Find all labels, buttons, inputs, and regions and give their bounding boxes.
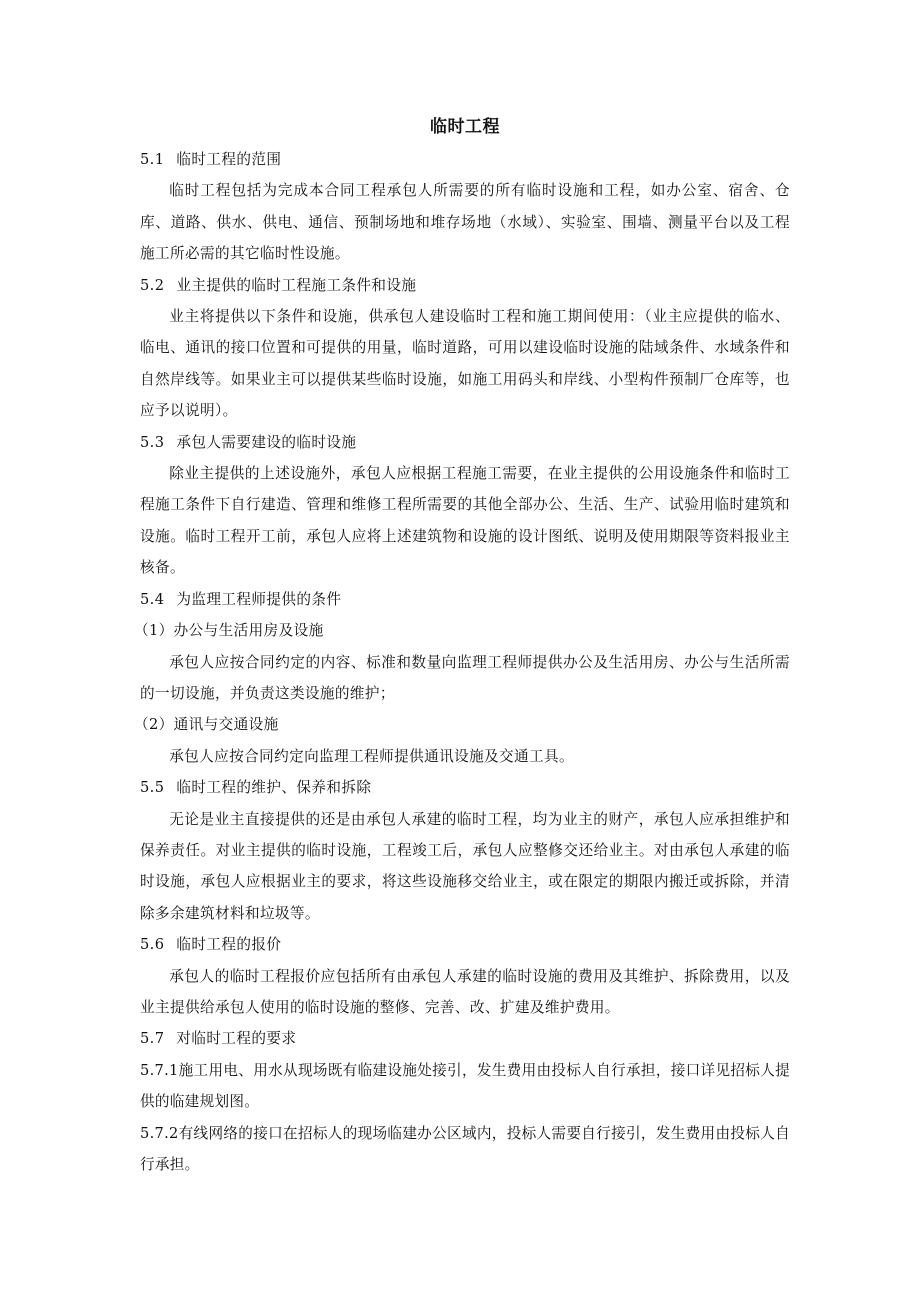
subsection-body-1: 承包人应按合同约定的内容、标准和数量向监理工程师提供办公及生活用房、办公与生活所需的一切设施，并负责这类设施的维护； <box>140 653 790 702</box>
subsection-heading-1: （1）办公与生活用房及设施 <box>134 622 324 640</box>
section-heading-5-5 <box>140 772 790 803</box>
subsection-body-2: 承包人应按合同约定向监理工程师提供通讯设施及交通工具。 <box>169 747 575 765</box>
requirement-item-5-7-2: 5.7.2有线网络的接口在招标人的现场临建办公区域内，投标人需要自行接引，发生费用由投标人自行承担。 <box>140 1124 790 1173</box>
section-number: 5.5 <box>140 779 165 797</box>
section-number: 5.7 <box>140 1030 165 1048</box>
section-heading-5-7 <box>140 1023 790 1054</box>
section-heading-5-6 <box>140 929 790 960</box>
section-heading-text: 为监理工程师提供的条件 <box>176 590 342 608</box>
section-heading-text: 临时工程的维护、保养和拆除 <box>176 779 372 797</box>
section-heading-5-2 <box>140 270 790 301</box>
section-number: 5.3 <box>140 433 165 451</box>
section-heading-text: 临时工程的范围 <box>176 151 282 168</box>
subsection-heading-2: （2）通讯与交通设施 <box>134 716 279 734</box>
section-heading-text: 对临时工程的要求 <box>176 1030 297 1048</box>
section-number: 5.6 <box>140 936 165 954</box>
section-body-5-2: 业主将提供以下条件和设施，供承包人建设临时工程和施工期间使用：（业主应提供的临水、临电、通讯的接口位置和可提供的用量，临时道路，可用以建设临时设施的陆域条件、水域条件和自然岸线等。如果业主可以提供某些临时设施，如施工用码头和岸线、小型构件预制厂仓库等，也应予以说明）。 <box>140 308 790 420</box>
section-body-5-5: 无论是业主直接提供的还是由承包人承建的临时工程，均为业主的财产，承包人应承担维护和保养责任。对业主提供的临时设施，工程竣工后，承包人应整修交还给业主。对由承包人承建的临时设施，承包人应根据业主的要求，将这些设施移交给业主，或在限定的期限内搬迁或拆除，并清除多余建筑材料和垃圾等。 <box>140 810 790 922</box>
section-heading-text: 临时工程的报价 <box>176 936 282 954</box>
section-heading-5-4 <box>140 584 790 615</box>
section-body-5-6: 承包人的临时工程报价应包括所有由承包人承建的临时设施的费用及其维护、拆除费用，以及业主提供给承包人使用的临时设施的整修、完善、改、扩建及维护费用。 <box>140 967 790 1016</box>
section-heading-text: 业主提供的临时工程施工条件和设施 <box>176 276 417 294</box>
section-heading-5-3 <box>140 427 790 458</box>
section-number: 5.1 <box>140 151 165 168</box>
section-number: 5.4 <box>140 590 165 608</box>
section-number: 5.2 <box>140 276 165 294</box>
section-body-5-3: 除业主提供的上述设施外，承包人应根据工程施工需要，在业主提供的公用设施条件和临时工程施工条件下自行建造、管理和维修工程所需要的其他全部办公、生活、生产、试验用临时建筑和设施。临时工程开工前，承包人应将上述建筑物和设施的设计图纸、说明及使用期限等资料报业主核备。 <box>140 465 790 577</box>
document-page <box>134 112 790 1180</box>
section-body-5-1: 临时工程包括为完成本合同工程承包人所需要的所有临时设施和工程，如办公室、宿舍、仓库、道路、供水、供电、通信、预制场地和堆存场地（水域）、实验室、围墙、测量平台以及工程施工所必需的其它临时性设施。 <box>140 182 790 263</box>
requirement-item-5-7-1: 5.7.1施工用电、用水从现场既有临建设施处接引，发生费用由投标人自行承担，接口详见招标人提供的临建规划图。 <box>140 1061 790 1111</box>
document-title: 临时工程 <box>430 117 500 137</box>
section-heading-5-1 <box>140 144 790 175</box>
section-heading-text: 承包人需要建设的临时设施 <box>176 433 357 451</box>
